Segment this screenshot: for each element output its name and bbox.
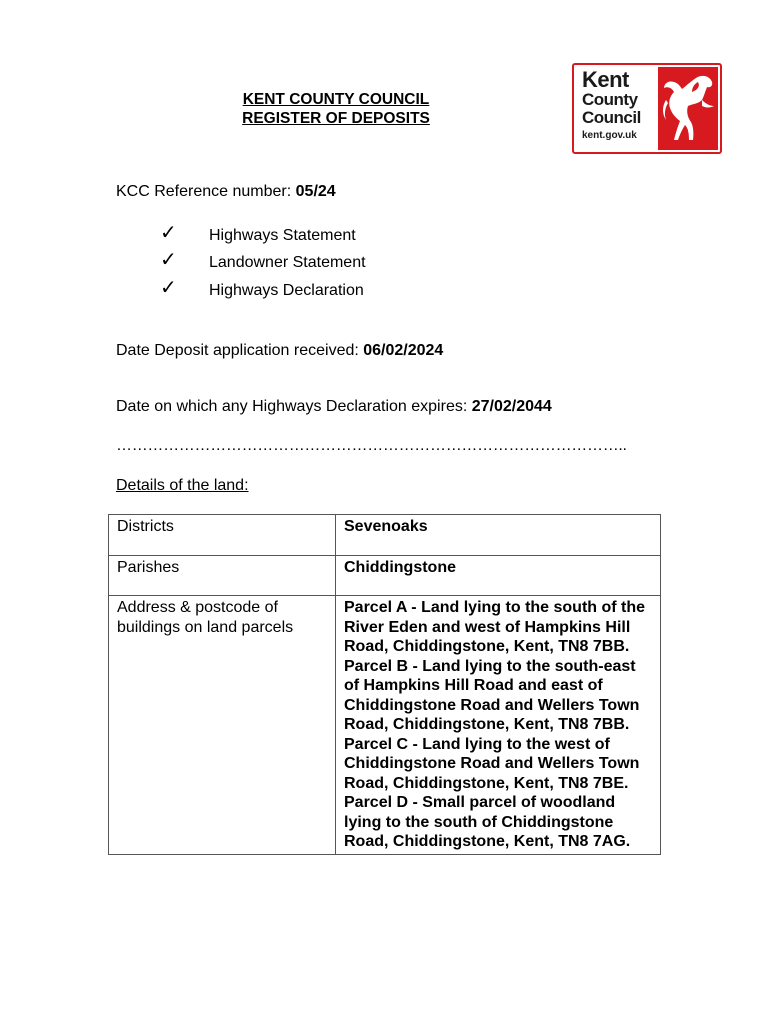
logo-word-council: Council: [582, 108, 641, 127]
document-checklist: [160, 219, 366, 305]
logo-word-county: County: [582, 90, 638, 109]
parishes-label: Parishes: [109, 555, 336, 596]
checklist-label: Highways Declaration: [209, 281, 364, 299]
table-row: [109, 596, 661, 855]
parcel-d: Parcel D - Small parcel of woodland lying to the south of Chiddingstone Road, Chiddingstone, Kent, TN8 7AG.: [344, 794, 631, 850]
table-row: [109, 515, 661, 556]
address-value: [336, 596, 661, 855]
checklist-item: [160, 247, 366, 278]
reference-label: KCC Reference number:: [116, 183, 296, 200]
parcel-c: Parcel C - Land lying to the west of Chiddingstone Road and Wellers Town Road, Chiddingstone, Kent, TN8 7BE.: [344, 735, 640, 792]
checkmark-icon: ✓: [160, 247, 177, 272]
document-title: [200, 90, 472, 128]
dotted-separator: ……………………………………………………………………………………..: [116, 437, 627, 454]
districts-value: Sevenoaks: [336, 515, 661, 556]
logo-word-kent: Kent: [582, 67, 629, 92]
reference-number: 05/24: [295, 183, 336, 200]
date-expires: [116, 398, 552, 416]
date-received-value: 06/02/2024: [363, 342, 444, 359]
kcc-reference: [116, 183, 336, 201]
kent-county-council-logo: [572, 63, 722, 154]
white-horse-icon: [658, 67, 718, 150]
checkmark-icon: ✓: [160, 219, 177, 244]
checkmark-icon: ✓: [160, 274, 177, 299]
checklist-item: [160, 274, 366, 305]
checklist-label: Landowner Statement: [209, 254, 366, 272]
title-line-2: REGISTER OF DEPOSITS: [242, 110, 430, 127]
table-row: [109, 555, 661, 596]
logo-website: kent.gov.uk: [582, 130, 637, 141]
address-label: Address & postcode of buildings on land parcels: [109, 596, 336, 855]
checklist-item: [160, 219, 366, 250]
date-received: [116, 342, 443, 360]
logo-wordmark: [574, 65, 658, 152]
parcel-a: Parcel A - Land lying to the south of the River Eden and west of Hampkins Hill Road, Chiddingstone, Kent, TN8 7BB.: [344, 599, 646, 655]
land-details-table: [108, 514, 661, 855]
date-expires-value: 27/02/2044: [471, 398, 552, 415]
date-received-label: Date Deposit application received:: [116, 342, 364, 359]
parcel-b: Parcel B - Land lying to the south-east of Hampkins Hill Road and east of Chiddingstone Road and Wellers Town Road, Chiddingstone, Kent, TN8 7BB.: [344, 657, 640, 733]
date-expires-label: Date on which any Highways Declaration expires:: [116, 398, 472, 415]
title-line-1: KENT COUNTY COUNCIL: [242, 91, 430, 108]
details-heading: Details of the land:: [116, 477, 249, 494]
districts-label: Districts: [109, 515, 336, 556]
parishes-value: Chiddingstone: [336, 555, 661, 596]
checklist-label: Highways Statement: [209, 226, 356, 244]
